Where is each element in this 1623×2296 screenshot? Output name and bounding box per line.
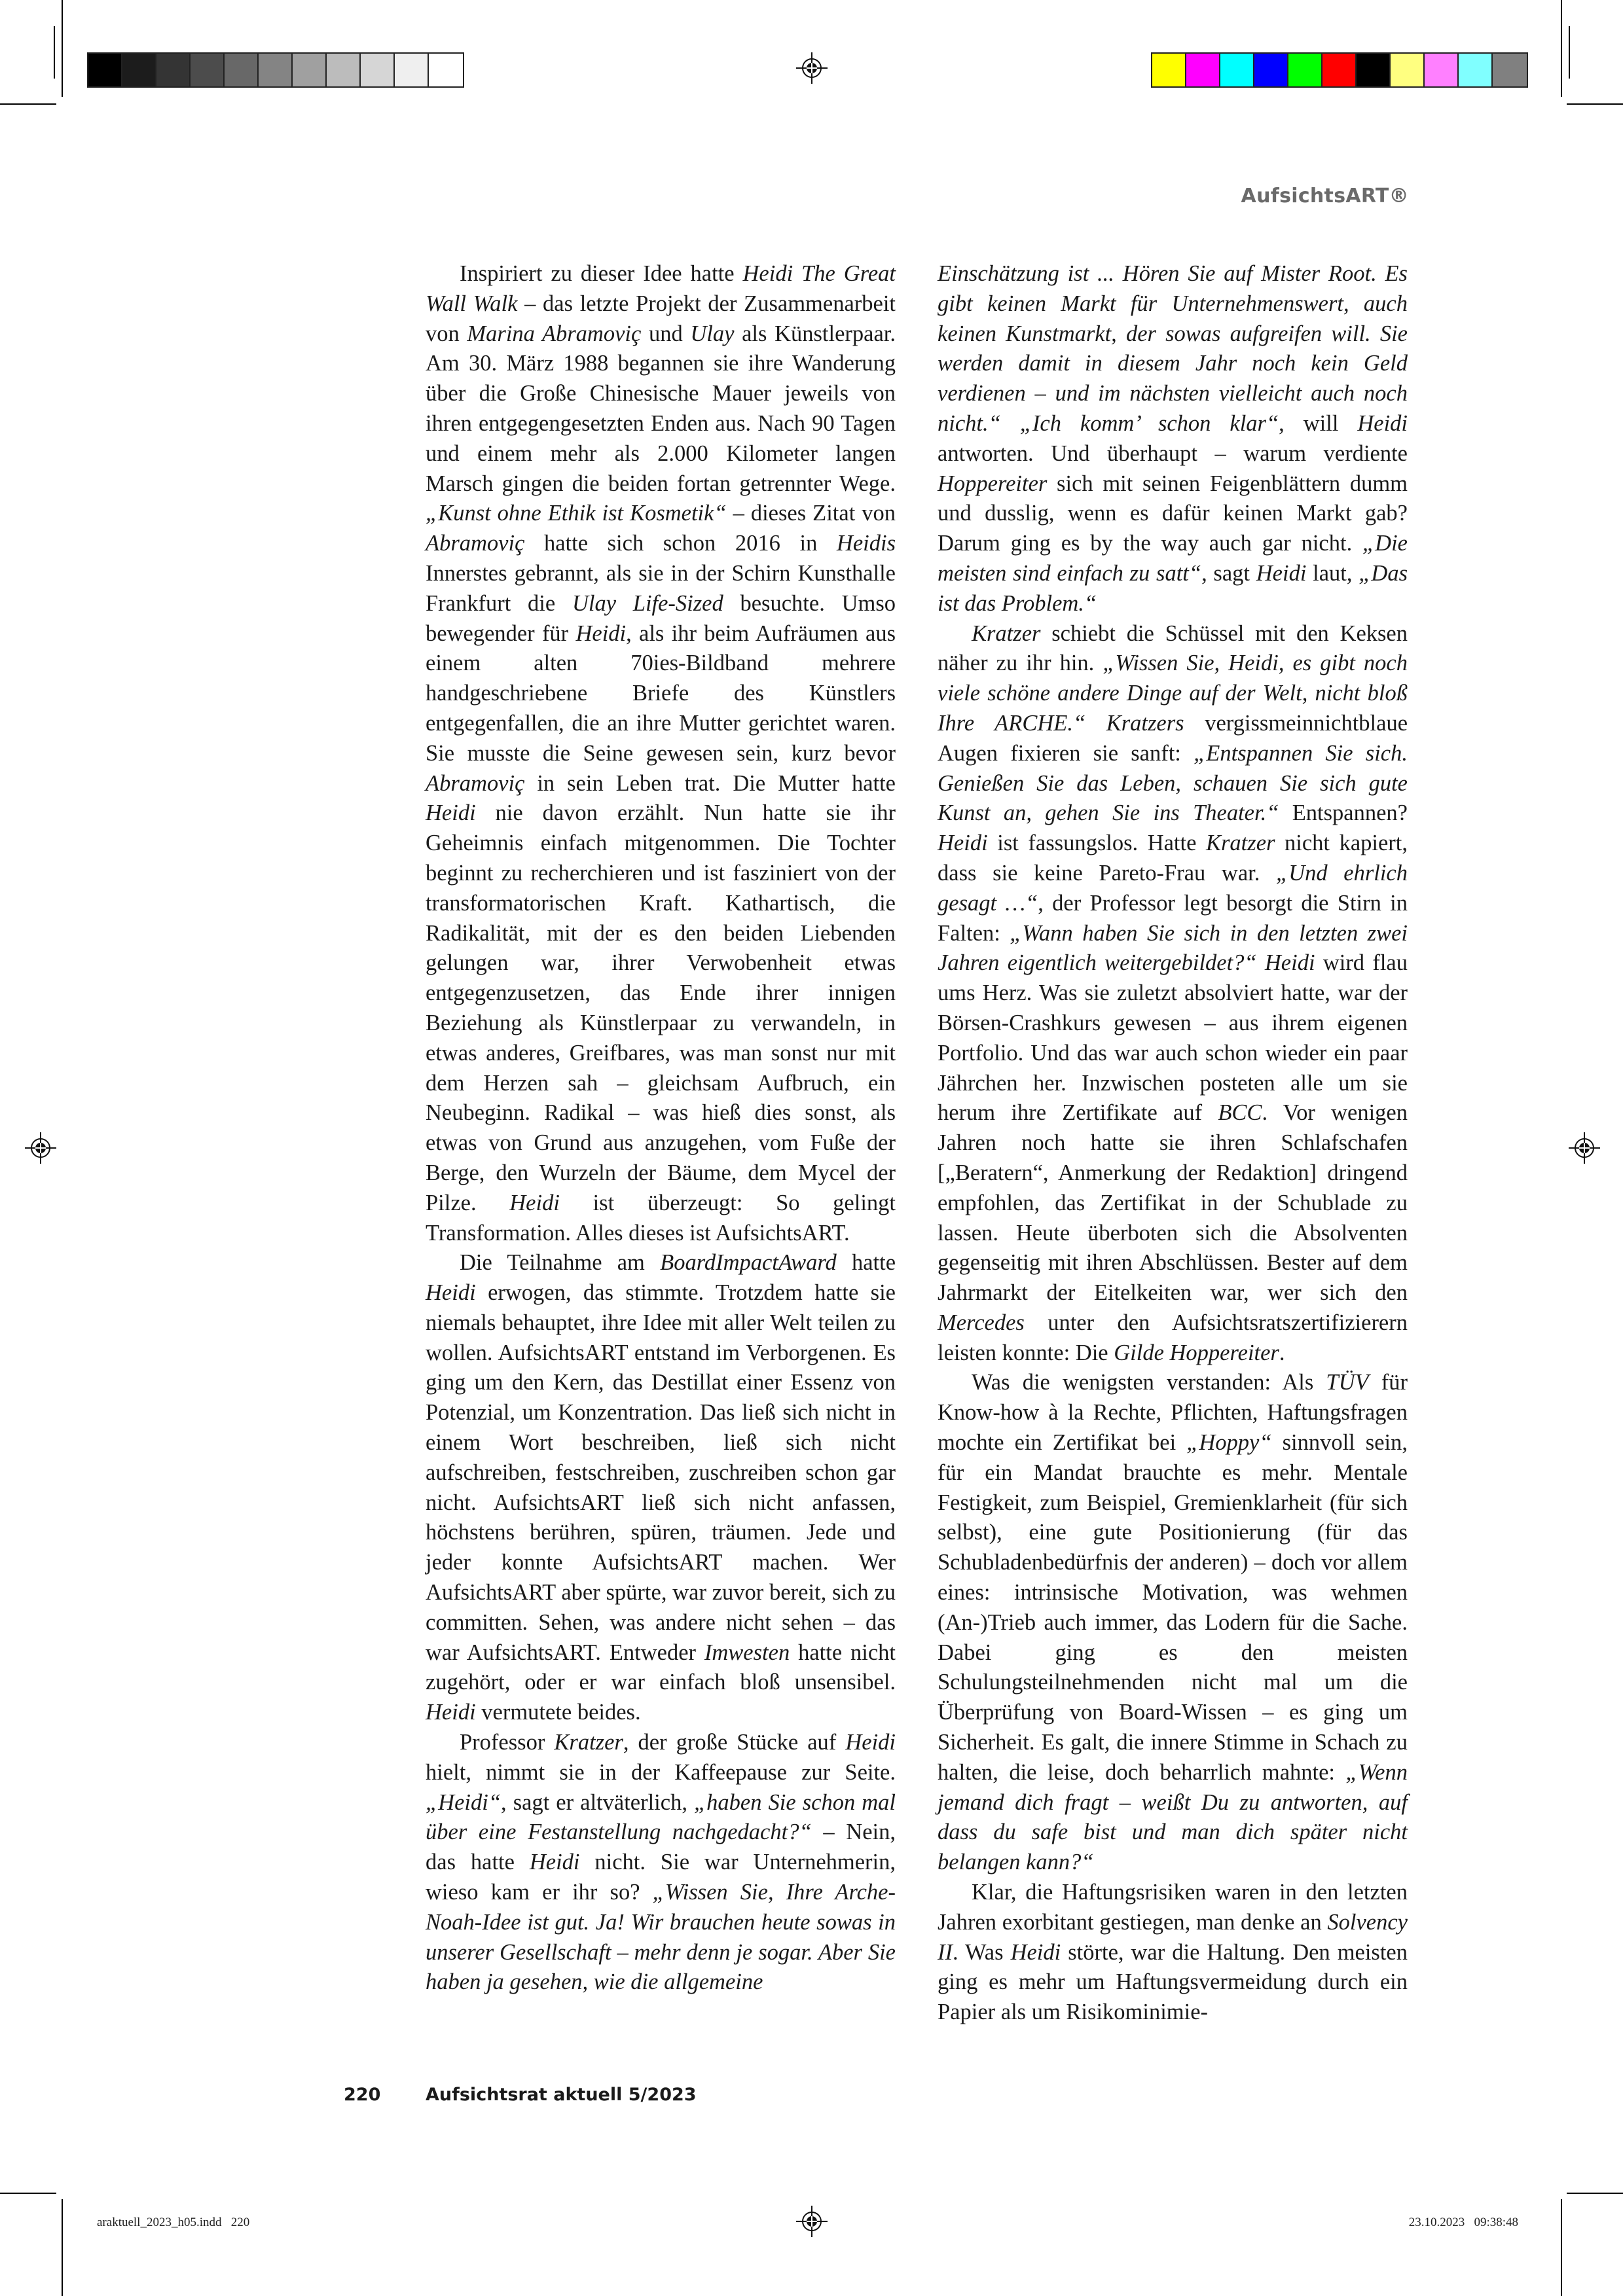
slug-timestamp: 23.10.2023 09:38:48	[1408, 2215, 1518, 2229]
registration-mark-bottom	[796, 2206, 828, 2237]
body-paragraph: Professor Kratzer, der große Stücke auf Heidi hielt, nimmt sie in der Kaffeepause zur Seite. „Heidi“, sagt er altväterlich, „haben Sie schon mal über eine Festanstellung nachgedacht?“ – Nein, das hatte Heidi nicht. Sie war Unternehmerin, wieso kam er ihr so? „Wissen Sie, Ihre Arche-Noah-Idee ist gut. Ja! Wir brauchen heute sowas in unserer Gesellschaft – mehr denn je sogar. Aber Sie haben ja gesehen, wie die allgemeine	[426, 1730, 896, 1995]
body-paragraph: Die Teilnahme am BoardImpactAward hatte Heidi erwogen, das stimmte. Trotzdem hatte sie niemals behauptet, ihre Idee mit aller Welt teilen zu wollen. AufsichtsART entstand im Verborgenen. Es ging um den Kern, das Destillat einer Essenz von Potenzial, um Konzentration. Das ließ sich nicht in einem Wort beschreiben, ließ sich nicht aufschreiben, festschreiben, zuschreiben schon gar nicht. AufsichtsART ließ sich nicht anfassen, höchstens berühren, spüren, träumen. Jede und jeder konnte AufsichtsART machen. Wer AufsichtsART aber spürte, war zuvor bereit, sich zu committen. Sehen, was andere nicht sehen – das war AufsichtsART. Entweder Imwesten hatte nicht zugehört, oder er war einfach bloß unsensibel. Heidi vermutete beides.	[426, 1250, 896, 1725]
body-paragraph: Was die wenigsten verstanden: Als TÜV für Know-how à la Rechte, Pflichten, Haftungsfragen mochte ein Zertifikat bei „Hoppy“ sinnvoll sein, für ein Mandat brauchte es mehr. Mentale Festigkeit, zum Beispiel, Gremienklarheit (für sich selbst), eine gute Positionierung (für das Schubladenbedürfnis der anderen) – doch vor allem eines: intrinsische Motivation, was wehmen (An-)Trieb auch immer, das Lodern für die Sache. Dabei ging es den meisten Schulungsteilnehmenden nicht mal um die Überprüfung von Board-Wissen – es ging um Sicherheit. Es galt, die innere Stimme in Schach zu halten, die leise, doch beharrlich mahnte: „Wenn jemand dich fragt – weißt Du zu antworten, auf dass du safe bist und man dich später nicht belangen kann?“	[938, 1370, 1408, 1875]
text-column-right	[938, 259, 1408, 2028]
gray-swatch	[191, 54, 225, 86]
gray-swatch	[293, 54, 327, 86]
registration-mark-top	[796, 52, 828, 84]
body-paragraph: Kratzer schiebt die Schüssel mit den Keksen näher zu ihr hin. „Wissen Sie, Heidi, es gibt noch viele schöne andere Dinge auf der Welt, nicht bloß Ihre ARCHE.“ Kratzers vergissmeinnichtblaue Augen fixieren sie sanft: „Entspannen Sie sich. Genießen Sie das Leben, schauen Sie sich gute Kunst an, gehen Sie ins Theater.“ Entspannen? Heidi ist fassungslos. Hatte Kratzer nicht kapiert, dass sie keine Pareto-Frau war. „Und ehrlich gesagt …“, der Professor legt besorgt die Stirn in Falten: „Wann haben Sie sich in den letzten zwei Jahren eigentlich weitergebildet?“ Heidi wird flau ums Herz. Was sie zuletzt absolviert hatte, war der Börsen-Crashkurs gewesen – aus ihrem eigenen Portfolio. Und das war auch schon wieder ein paar Jährchen her. Inzwischen posteten alle um sie herum ihre Zertifikate auf BCC. Vor wenigen Jahren noch hatte sie ihren Schlafschafen [„Beratern“, Anmerkung der Redaktion] dringend empfohlen, das Zertifikat in der Schublade zu lassen. Heute überboten sich die Absolventen gegenseitig mit ihren Abschlüssen. Bester auf dem Jahrmarkt der Eitelkeiten war, wer sich den Mercedes unter den Aufsichtsratszertifizierern leisten konnte: Die Gilde Hoppereiter.	[938, 620, 1408, 1365]
process-swatch	[1391, 54, 1425, 86]
gray-swatch	[225, 54, 259, 86]
publication-title: Aufsichtsrat aktuell 5/2023	[426, 2085, 697, 2105]
process-swatch	[1186, 54, 1220, 86]
gray-swatch	[156, 54, 191, 86]
grayscale-color-bar	[87, 52, 464, 88]
slug-file-info: araktuell_2023_h05.indd 220	[97, 2215, 250, 2229]
gray-swatch	[361, 54, 395, 86]
body-paragraph: Einschätzung ist ... Hören Sie auf Mister Root. Es gibt keinen Markt für Unternehmenswert, auch keinen Kunstmarkt, der sowas aufgreifen will. Sie werden damit in diesem Jahr noch kein Geld verdienen – und im nächsten vielleicht auch noch nicht.“ „Ich komm’ schon klar“, will Heidi antworten. Und überhaupt – warum verdiente Hoppereiter sich mit seinen Feigenblättern dumm und dusslig, wenn es dafür keinen Markt gab? Darum ging es by the way auch gar nicht. „Die meisten sind einfach zu satt“, sagt Heidi laut, „Das ist das Problem.“	[938, 261, 1408, 616]
body-paragraph: Klar, die Haftungsrisiken waren in den letzten Jahren exorbitant gestiegen, man denke an Solvency II. Was Heidi störte, war die Haltung. Den meisten ging es mehr um Haftungsvermeidung durch ein Papier als um Risikominimie-	[938, 1880, 1408, 2025]
process-swatch	[1322, 54, 1357, 86]
process-swatch	[1254, 54, 1288, 86]
registration-mark-left	[25, 1132, 56, 1164]
body-paragraph: Inspiriert zu dieser Idee hatte Heidi The Great Wall Walk – das letzte Projekt der Zusammenarbeit von Marina Abramoviç und Ulay als Künstlerpaar. Am 30. März 1988 begannen sie ihre Wanderung über die Große Chinesische Mauer jeweils von ihren entgegengesetzten Enden aus. Nach 90 Tagen und einem mehr als 2.000 Kilometer langen Marsch gingen die beiden fortan getrennter Wege. „Kunst ohne Ethik ist Kosmetik“ – dieses Zitat von Abramoviç hatte sich schon 2016 in Heidis Innerstes gebrannt, als sie in der Schirn Kunsthalle Frankfurt die Ulay Life-Sized besuchte. Umso bewegender für Heidi, als ihr beim Aufräumen aus einem alten 70ies-Bildband mehrere handgeschriebene Briefe des Künstlers entgegenfallen, die an ihre Mutter gerichtet waren. Sie musste die Seine gewesen sein, kurz bevor Abramoviç in sein Leben trat. Die Mutter hatte Heidi nie davon erzählt. Nun hatte sie ihr Geheimnis einfach mitgenommen. Die Tochter beginnt zu recherchieren und ist fasziniert von der transformatorischen Kraft. Kathartisch, die Radikalität, mit der es den beiden Liebenden gelungen war, ihrer Verwobenheit etwas entgegenzusetzen, das Ende ihrer innigen Beziehung als Künstlerpaar zu verwandeln, in etwas anderes, Greifbares, was man sonst nur mit dem Herzen sah – gleichsam Aufbruch, ein Neubeginn. Radikal – was hieß dies sonst, als etwas von Grund aus anzugehen, vom Fuße der Berge, den Wurzeln der Bäume, dem Mycel der Pilze. Heidi ist überzeugt: So gelingt Transformation. Alles dieses ist AufsichtsART.	[426, 261, 896, 1246]
process-color-bar	[1151, 52, 1528, 88]
process-swatch	[1288, 54, 1322, 86]
gray-swatch	[429, 54, 463, 86]
process-swatch	[1493, 54, 1527, 86]
running-title: AufsichtsART®	[1241, 185, 1409, 207]
process-swatch	[1459, 54, 1493, 86]
process-swatch	[1152, 54, 1186, 86]
process-swatch	[1220, 54, 1254, 86]
gray-swatch	[122, 54, 156, 86]
registration-mark-right	[1569, 1132, 1600, 1164]
process-swatch	[1357, 54, 1391, 86]
process-swatch	[1425, 54, 1459, 86]
page-number: 220	[344, 2085, 381, 2105]
text-column-left	[426, 259, 896, 1998]
gray-swatch	[395, 54, 429, 86]
gray-swatch	[327, 54, 361, 86]
gray-swatch	[259, 54, 293, 86]
gray-swatch	[88, 54, 122, 86]
